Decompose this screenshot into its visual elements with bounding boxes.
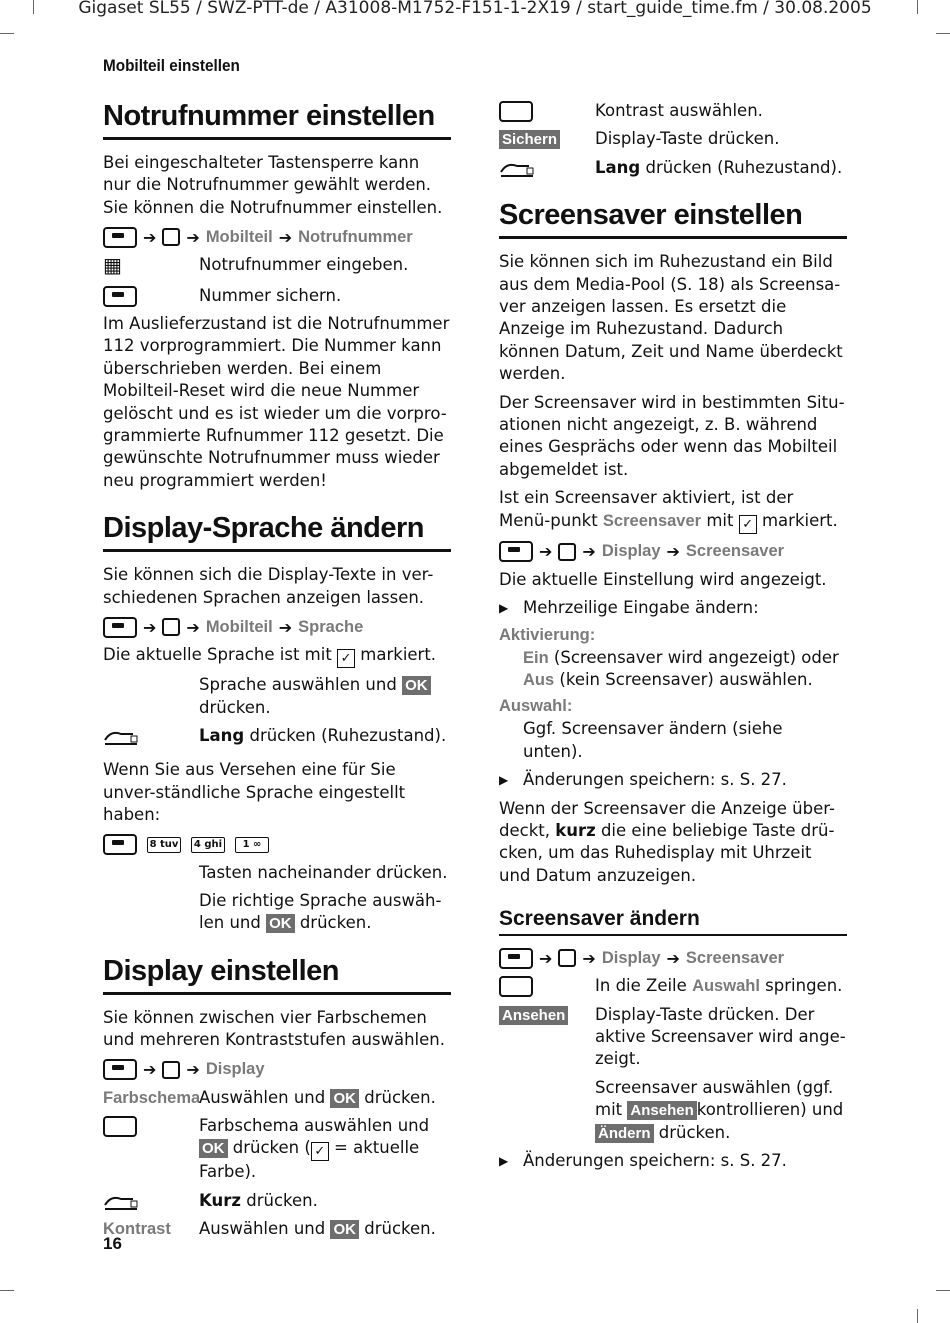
crop-mark [936,1290,950,1291]
menu-key-icon [103,617,137,638]
sichern-softkey: Sichern [499,130,560,149]
arrow-icon: ➔ [666,542,680,562]
key-sequence [103,833,451,857]
nav-down-key-icon [103,1116,137,1137]
step-text: Nummer sichern. [199,285,342,305]
bullet-item: ▶ Änderungen speichern: s. S. 27. [499,1150,847,1172]
header-line: Gigaset SL55 / SWZ-PTT-de / A31008-M1752-F151-1-2X19 / start_guide_time.fm / 30.08.2005 [78,0,872,18]
step-row [103,1218,451,1240]
triangle-icon: ▶ [499,1154,509,1168]
step-row [499,100,847,122]
menu-label: Farbschema [103,1088,201,1107]
field-label: Auswahl: [499,697,573,716]
menu-key-icon [499,541,533,562]
menu-item: Display [601,948,661,967]
arrow-icon: ➔ [143,227,157,247]
step-row [499,128,847,150]
ok-softkey: OK [330,1220,359,1239]
arrow-icon: ➔ [278,227,293,247]
screensaver-p4: Wenn der Screensaver die Anzeige über-deckt, kurz die eine beliebige Taste drü-cken, um das Ruhedisplay mit Uhrzeit und Datum anzuzeigen. [499,798,835,885]
arrow-icon: ➔ [143,1060,157,1080]
screensaver-p3: Ist ein Screensaver aktiviert, ist der Menü-punkt Screensaver mit ✓ markiert. [499,488,838,532]
bullet-item: ▶ Änderungen speichern: s. S. 27. [499,769,847,791]
section-title-screensaver: Screensaver einstellen [499,199,847,239]
menu-item: Display [205,1060,265,1079]
crop-mark [917,1309,918,1323]
screensaver-current: Die aktuelle Einstellung wird angezeigt. [499,569,827,589]
end-key-icon [103,726,139,746]
arrow-icon: ➔ [539,542,553,562]
notruf-intro: Bei eingeschalteter Tastensperre kann nur die Notrufnummer gewählt werden. Sie können die Notrufnummer einstellen. [103,153,443,217]
ok-softkey: OK [402,676,431,695]
section-title-display: Display einstellen [103,955,451,995]
arrow-icon: ➔ [278,617,293,637]
crop-mark [0,33,14,34]
step-text: Kontrast auswählen. [595,101,763,120]
screensaver-aendern-nav-path [499,946,847,970]
triangle-icon: ▶ [499,773,509,788]
step-text: Kurz drücken. [199,1190,318,1210]
step-row [103,285,451,307]
crop-mark [917,0,918,14]
menu-key-icon [103,286,137,307]
settings-icon [558,543,576,561]
step-row [499,1077,847,1144]
settings-icon [162,618,180,636]
key-8-icon: 8 tuv [147,837,181,853]
step-text: Lang drücken (Ruhezustand). [199,725,447,745]
arrow-icon: ➔ [186,227,200,247]
step-text: Die richtige Sprache auswäh-len und OK drücken. [199,890,442,933]
crop-mark [936,33,950,34]
step-text: Screensaver auswählen (ggf. mit Ansehen kontrollieren) und Ändern drücken. [595,1077,844,1142]
step-row [103,674,451,719]
running-head: Mobilteil einstellen [103,56,240,75]
menu-key-icon [103,227,137,248]
sprache-hint: Wenn Sie aus Versehen eine für Sie unver-ständliche Sprache eingestellt haben: [103,760,406,825]
keypad-icon: ▦ [103,253,122,278]
screensaver-p1: Sie können sich im Ruhezustand ein Bild aus dem Media-Pool (S. 18) als Screensa-ver anzeigen lassen. Es ersetzt die Anzeige im Ruhezustand. Dadurch können Datum, Zeit und Name überdeckt werden. [499,252,843,384]
field-label: Aktivierung: [499,625,596,644]
triangle-icon: ▶ [499,601,509,616]
menu-item: Mobilteil [205,617,273,636]
arrow-icon: ➔ [666,948,680,968]
ok-softkey: OK [199,1139,228,1158]
step-row [103,890,451,935]
arrow-icon: ➔ [186,617,200,637]
menu-key-icon [103,834,137,855]
step-row [103,254,451,278]
menu-key-icon [499,948,533,969]
field-desc: Ein (Screensaver wird angezeigt) oder Aus (kein Screensaver) auswählen. [523,647,839,689]
ansehen-softkey: Ansehen [499,1006,568,1025]
ok-softkey: OK [330,1089,359,1108]
arrow-icon: ➔ [539,948,553,968]
settings-icon [162,228,180,246]
menu-item: Sprache [298,617,364,636]
settings-icon [558,949,576,967]
notruf-nav-path [103,225,451,249]
step-row [499,157,847,179]
key-4-icon: 4 ghi [191,837,225,853]
menu-item: Notrufnummer [298,227,413,246]
crop-mark [0,1290,14,1291]
field-desc: Ggf. Screensaver ändern (siehe unten). [523,719,783,761]
nav-leftright-key-icon [499,101,533,122]
arrow-icon: ➔ [582,948,596,968]
sprache-intro: Sie können sich die Display-Texte in ver-schiedenen Sprachen anzeigen lassen. [103,565,434,607]
page-number: 16 [103,1234,122,1253]
arrow-icon: ➔ [143,617,157,637]
step-text: Sprache auswählen und OK drücken. [199,674,451,719]
step-text: Auswählen und OK drücken. [199,1087,436,1107]
step-text: Notrufnummer eingeben. [199,255,409,275]
right-column [499,100,847,1178]
step-row [103,862,451,884]
step-text: Lang drücken (Ruhezustand). [595,157,843,177]
notruf-body: Im Auslieferzustand ist die Notrufnummer 112 vorprogrammiert. Die Nummer kann überschrieben werden. Bei einem Mobilteil-Reset wird die neue Nummer gelöscht und es ist wieder um die vorpro-grammierte Rufnummer 112 gesetzt. Die gewünschte Notrufnummer muss wieder neu programmiert werden! [103,314,450,490]
left-column [103,100,451,1247]
ansehen-softkey: Ansehen [627,1101,696,1120]
menu-item: Screensaver [685,948,785,967]
text: markiert. [360,645,437,665]
checkmark-icon: ✓ [739,515,757,534]
menu-item: Screensaver [685,542,785,561]
settings-icon [162,1061,180,1079]
crop-mark [33,0,34,14]
nav-down-key-icon [499,976,533,997]
text: Die aktuelle Sprache ist mit [103,645,332,665]
step-row [103,1115,451,1184]
section-title-notrufnummer: Notrufnummer einstellen [103,100,451,140]
step-text: Farbschema auswählen und OK drücken ( ✓ = aktuelle Farbe). [199,1115,430,1182]
step-row [499,975,847,997]
step-row [103,1190,451,1212]
step-text: In die Zeile Auswahl springen. [595,976,843,996]
section-title-sprache: Display-Sprache ändern [103,512,451,552]
sprache-current [103,644,451,668]
ok-softkey: OK [266,914,295,933]
menu-item: Mobilteil [205,227,273,246]
sprache-nav-path [103,615,451,639]
step-text: Tasten nacheinander drücken. [199,862,448,882]
step-row [103,1087,451,1109]
step-text: Display-Taste drücken. Der aktive Screensaver wird ange-zeigt. [595,1004,846,1069]
key-1-icon: 1 ∞ [235,837,269,853]
bullet-item: ▶ Mehrzeilige Eingabe ändern: [499,597,847,619]
screensaver-p2: Der Screensaver wird in bestimmten Situ-ationen nicht angezeigt, z. B. während eines Gesprächs oder wenn das Mobilteil abgemeldet ist. [499,392,845,479]
arrow-icon: ➔ [582,542,596,562]
checkmark-icon: ✓ [337,649,355,668]
menu-item: Display [601,542,661,561]
step-text: Auswählen und OK drücken. [199,1219,436,1239]
end-key-icon [499,158,535,178]
display-nav-path [103,1058,451,1082]
screensaver-nav-path [499,540,847,564]
end-key-icon [103,1191,139,1211]
display-intro: Sie können zwischen vier Farbschemen und mehreren Kontraststufen auswählen. [103,1007,445,1050]
menu-label: Kontrast [103,1220,171,1239]
aendern-softkey: Ändern [595,1124,654,1143]
step-row [499,1004,847,1071]
subsection-title-screensaver-aendern: Screensaver ändern [499,907,847,936]
arrow-icon: ➔ [186,1060,200,1080]
checkmark-icon: ✓ [311,1142,329,1161]
step-row [103,725,451,747]
menu-key-icon [103,1059,137,1080]
step-text: Display-Taste drücken. [595,129,780,149]
